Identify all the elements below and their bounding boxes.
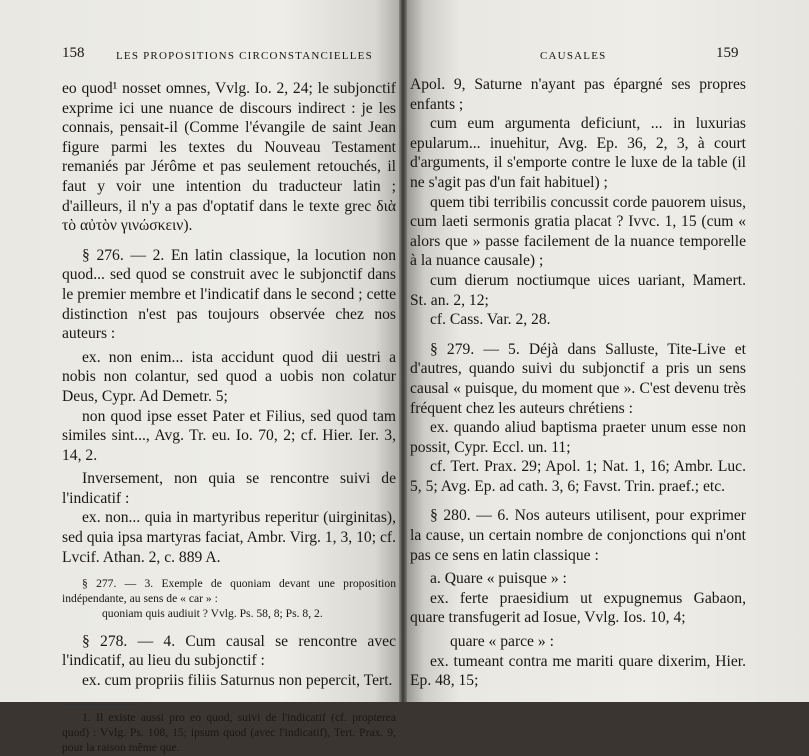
left-page — [0, 0, 403, 755]
example: quem tibi terribilis concussit corde pauorem uisus, cum laeti sermonis gratia placat ? Ivvc. 1, 15 (cum « alors que » passe facilement de la nuance temporelle à la nuance causale) ; — [410, 193, 746, 270]
right-page-body — [410, 75, 746, 691]
left-page-body — [62, 79, 396, 756]
footnote-rule — [62, 704, 140, 705]
example: cum dierum noctiumque uices uariant, Mamert. St. an. 2, 12; — [410, 271, 746, 309]
section-280: § 280. — 6. Nos auteurs utilisent, pour exprimer la cause, un certain nombre de conjonctions qui n'ont pas ce sens en latin classique : — [410, 507, 746, 564]
running-head-left: LES PROPOSITIONS CIRCONSTANCIELLES — [116, 50, 373, 62]
example: ex. tumeant contra me mariti quare dixerim, Hier. Ep. 48, 15; — [410, 652, 746, 690]
example: quoniam quis audiuit ? Vvlg. Ps. 58, 8; Ps. 8, 2. — [102, 606, 323, 620]
reference: cf. Tert. Prax. 29; Apol. 1; Nat. 1, 16; Ambr. Luc. 5, 5; Avg. Ep. ad cath. 3, 6; Favst. Trin. praef.; etc. — [410, 458, 746, 495]
section-278: § 278. — 4. Cum causal se rencontre avec l'indicatif, au lieu du subjonctif : — [62, 632, 396, 670]
example: ex. cum propriis filiis Saturnus non pepercit, Tert. — [82, 671, 393, 689]
paragraph: eo quod¹ nosset omnes, Vvlg. Io. 2, 24; le subjonctif exprime ici une nuance de discours indirect : je les connais, pensait-il (Comme l'évangile de saint Jean figure parmi les textes du Nouveau Testament remaniés par Jérôme et pas seulement retouchés, il faut y voir une intention du traducteur latin ; d'ailleurs, il n'y a pas d'optatif dans le texte grec διὰ τὸ αὐτὸν γινώσκειν). — [62, 80, 396, 235]
reference: cf. Cass. Var. 2, 28. — [430, 311, 551, 329]
subheading: a. Quare « puisque » : — [430, 570, 567, 588]
example: ex. quando aliud baptisma praeter unum esse non possit, Cypr. Eccl. un. 11; — [410, 419, 746, 456]
paragraph: Apol. 9, Saturne n'ayant pas épargné ses propres enfants ; — [410, 76, 746, 113]
page-number-right: 159 — [716, 45, 739, 61]
section-276: § 276. — 2. En latin classique, la locution non quod... sed quod se construit avec le subjonctif dans le premier membre et l'indicatif dans le second ; cette distinction n'est pas toujours observée chez nos auteurs : — [62, 246, 396, 343]
example: ex. ferte praesidium ut expugnemus Gabaon, quare transfugerit ad Iosue, Vvlg. Ios. 10, 4; — [410, 589, 746, 627]
paragraph: Inversement, non quia se rencontre suivi de l'indicatif : — [62, 470, 396, 507]
page-number-left: 158 — [62, 45, 85, 61]
section-277: § 277. — 3. Exemple de quoniam devant une proposition indépendante, au sens de « car » : — [62, 577, 396, 606]
example: ex. non enim... ista accidunt quod dii uestri a nobis non colantur, sed quod a uobis non colatur Deus, Cypr. Ad Demetr. 5; — [62, 348, 396, 405]
example: non quod ipse esset Pater et Filius, sed quod tam similes sint..., Avg. Tr. eu. Io. 70, 2; cf. Hier. Ier. 3, 14, 2. — [62, 407, 396, 464]
subheading: quare « parce » : — [450, 633, 554, 651]
example: cum eum argumenta deficiunt, ... in luxurias epularum... inuehitur, Avg. Ep. 36, 2, 3, à court d'arguments, il s'emporte contre le luxe de la table (il ne s'agit pas d'un fait habituel) ; — [410, 115, 746, 191]
book-gutter — [399, 0, 407, 702]
section-279: § 279. — 5. Déjà dans Salluste, Tite-Live et d'autres, quando suivi du subjonctif a pris un sens causal « puisque, du moment que ». C'est devenu très fréquent chez les auteurs chrétiens : — [410, 340, 746, 417]
example: ex. non... quia in martyribus reperitur (uirginitas), sed quia ipsa martyras faciat, Ambr. Virg. 1, 3, 10; cf. Lvcif. Athan. 2, c. 889 A. — [62, 509, 396, 566]
running-head-right: CAUSALES — [540, 50, 607, 62]
footnote: 1. Il existe aussi pro eo quod, suivi de l'indicatif (cf. propterea quod) : Vvlg. Ps. 108, 15; ipsum quod (avec l'indicatif), Tert. Prax. 9, pour la raison même que. — [62, 711, 396, 755]
